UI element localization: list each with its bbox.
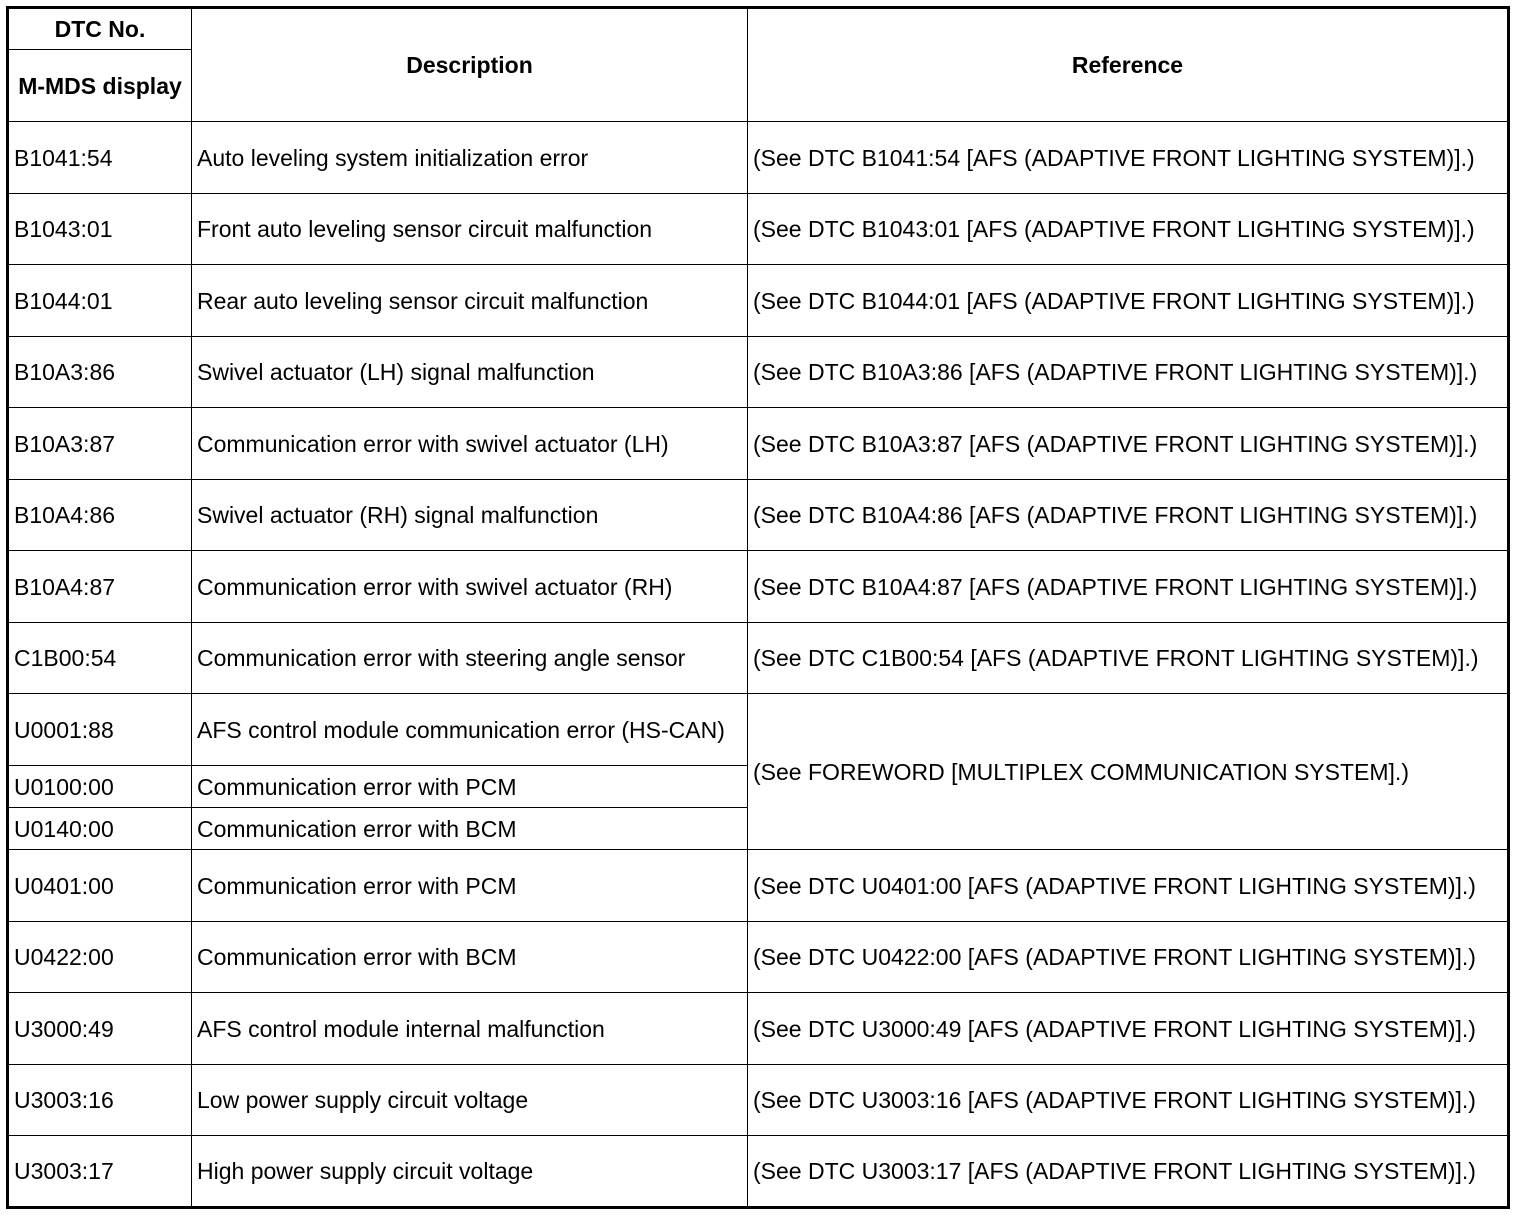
header-row-top — [8, 8, 1509, 50]
description-cell: High power supply circuit voltage — [192, 1136, 748, 1208]
dtc-code-cell: U0140:00 — [8, 808, 192, 850]
description-cell: Communication error with BCM — [192, 808, 748, 850]
description-cell: Communication error with BCM — [192, 922, 748, 993]
description-cell: Communication error with steering angle sensor — [192, 623, 748, 694]
dtc-code-cell: U0422:00 — [8, 922, 192, 993]
dtc-code-cell: C1B00:54 — [8, 623, 192, 694]
dtc-code-cell: U3003:16 — [8, 1065, 192, 1136]
reference-link[interactable]: (See DTC U3003:16 [AFS (ADAPTIVE FRONT LIGHTING SYSTEM)].) — [748, 1065, 1509, 1136]
dtc-code-cell: B1043:01 — [8, 194, 192, 265]
dtc-code-cell: B10A4:86 — [8, 480, 192, 551]
reference-link[interactable]: (See DTC B10A4:87 [AFS (ADAPTIVE FRONT LIGHTING SYSTEM)].) — [748, 551, 1509, 623]
header-reference: Reference — [748, 8, 1509, 122]
header-mmds-display: M-MDS display — [8, 50, 192, 122]
table-row — [8, 122, 1509, 194]
dtc-code-cell: B1041:54 — [8, 122, 192, 194]
reference-link[interactable]: (See DTC U3003:17 [AFS (ADAPTIVE FRONT LIGHTING SYSTEM)].) — [748, 1136, 1509, 1208]
dtc-code-cell: B1044:01 — [8, 265, 192, 337]
table-row — [8, 194, 1509, 265]
table-row — [8, 480, 1509, 551]
dtc-table-container — [6, 6, 1510, 1209]
dtc-code-cell: U0001:88 — [8, 694, 192, 766]
reference-link[interactable]: (See DTC U3000:49 [AFS (ADAPTIVE FRONT LIGHTING SYSTEM)].) — [748, 993, 1509, 1065]
description-cell: Auto leveling system initialization error — [192, 122, 748, 194]
dtc-code-cell: U3000:49 — [8, 993, 192, 1065]
description-cell: Communication error with swivel actuator (LH) — [192, 408, 748, 480]
dtc-code-cell: B10A4:87 — [8, 551, 192, 623]
description-cell: Swivel actuator (LH) signal malfunction — [192, 337, 748, 408]
description-cell: Rear auto leveling sensor circuit malfunction — [192, 265, 748, 337]
dtc-code-cell: B10A3:86 — [8, 337, 192, 408]
table-row — [8, 1136, 1509, 1208]
dtc-code-cell: B10A3:87 — [8, 408, 192, 480]
description-cell: Low power supply circuit voltage — [192, 1065, 748, 1136]
dtc-code-cell: U3003:17 — [8, 1136, 192, 1208]
reference-link[interactable]: (See DTC B1043:01 [AFS (ADAPTIVE FRONT LIGHTING SYSTEM)].) — [748, 194, 1509, 265]
reference-link[interactable]: (See DTC B1041:54 [AFS (ADAPTIVE FRONT LIGHTING SYSTEM)].) — [748, 122, 1509, 194]
description-cell: AFS control module internal malfunction — [192, 993, 748, 1065]
description-cell: Communication error with PCM — [192, 766, 748, 808]
description-cell: Front auto leveling sensor circuit malfunction — [192, 194, 748, 265]
dtc-code-cell: U0100:00 — [8, 766, 192, 808]
reference-link[interactable]: (See DTC B10A3:86 [AFS (ADAPTIVE FRONT LIGHTING SYSTEM)].) — [748, 337, 1509, 408]
reference-link[interactable]: (See DTC U0422:00 [AFS (ADAPTIVE FRONT LIGHTING SYSTEM)].) — [748, 922, 1509, 993]
table-row — [8, 694, 1509, 766]
table-row — [8, 993, 1509, 1065]
header-dtc-no: DTC No. — [8, 8, 192, 50]
description-cell: Communication error with swivel actuator (RH) — [192, 551, 748, 623]
dtc-table — [6, 6, 1510, 1209]
table-row — [8, 408, 1509, 480]
description-cell: AFS control module communication error (HS-CAN) — [192, 694, 748, 766]
reference-link[interactable]: (See FOREWORD [MULTIPLEX COMMUNICATION SYSTEM].) — [748, 694, 1509, 850]
reference-link[interactable]: (See DTC B10A3:87 [AFS (ADAPTIVE FRONT LIGHTING SYSTEM)].) — [748, 408, 1509, 480]
table-row — [8, 922, 1509, 993]
reference-link[interactable]: (See DTC U0401:00 [AFS (ADAPTIVE FRONT LIGHTING SYSTEM)].) — [748, 850, 1509, 922]
reference-link[interactable]: (See DTC C1B00:54 [AFS (ADAPTIVE FRONT LIGHTING SYSTEM)].) — [748, 623, 1509, 694]
description-cell: Swivel actuator (RH) signal malfunction — [192, 480, 748, 551]
reference-link[interactable]: (See DTC B10A4:86 [AFS (ADAPTIVE FRONT LIGHTING SYSTEM)].) — [748, 480, 1509, 551]
table-row — [8, 1065, 1509, 1136]
table-row — [8, 265, 1509, 337]
description-cell: Communication error with PCM — [192, 850, 748, 922]
reference-link[interactable]: (See DTC B1044:01 [AFS (ADAPTIVE FRONT LIGHTING SYSTEM)].) — [748, 265, 1509, 337]
dtc-code-cell: U0401:00 — [8, 850, 192, 922]
table-row — [8, 850, 1509, 922]
table-row — [8, 337, 1509, 408]
table-row — [8, 551, 1509, 623]
table-row — [8, 623, 1509, 694]
header-description: Description — [192, 8, 748, 122]
